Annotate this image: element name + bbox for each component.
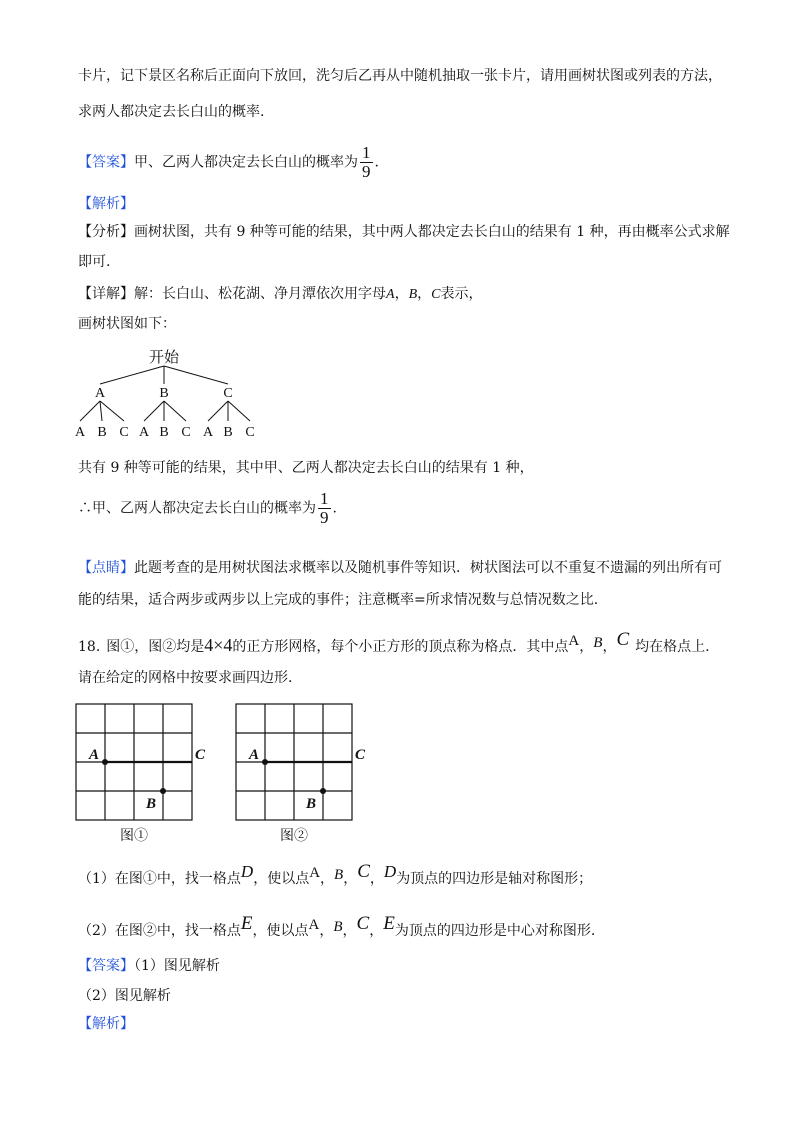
xiangjie-line: 【详解】解：长白山、松花湖、净月潭依次用字母A，B，C表示，	[78, 286, 483, 302]
tree-intro-line: 画树状图如下：	[78, 316, 176, 332]
tree-leaf: B	[97, 425, 107, 440]
dianjing-tag: 【点睛】	[78, 560, 134, 576]
answer-tag: 【答案】	[78, 958, 134, 974]
dianjing-line: 【点睛】此题考查的是用树状图法求概率以及随机事件等知识．树状图法可以不重复不遗漏的列出所有可	[78, 560, 722, 576]
tree-leaf: A	[74, 425, 86, 440]
label-b: B	[146, 796, 157, 812]
answer-tag: 【答案】	[78, 154, 134, 171]
tree-leaf: C	[245, 425, 255, 440]
tree-node-c: C	[223, 386, 233, 401]
paragraph-line: 卡片，记下景区名称后正面向下放回，洗匀后乙再从中随机抽取一张卡片，请用画树状图或列表的方法，	[78, 68, 722, 84]
analysis-tag-line	[78, 194, 134, 214]
tree-leaf: C	[181, 425, 191, 440]
analysis-tag: 【解析】	[78, 196, 134, 212]
figure-caption: 图②	[280, 829, 308, 844]
q18-line: 请在给定的网格中按要求画四边形.	[78, 670, 293, 686]
analysis-tag: 【解析】	[78, 1016, 134, 1032]
fenxi-line: 即可.	[78, 254, 111, 270]
answer-line: 【答案】甲、乙两人都决定去长白山的概率为 $\frac{1}{9}$ .	[78, 143, 379, 181]
tree-node-b: B	[159, 386, 169, 401]
fraction: $\frac{1}{9}$	[362, 143, 371, 181]
tree-leaf: C	[119, 425, 129, 440]
fraction: $\frac{1}{9}$	[320, 489, 329, 527]
tree-leaf: B	[223, 425, 233, 440]
tree-node-a: A	[94, 386, 106, 401]
tree-leaf: B	[159, 425, 169, 440]
grid-figure-2	[222, 696, 382, 846]
label-a: A	[249, 747, 260, 763]
paragraph-line: 求两人都决定去长白山的概率.	[78, 104, 265, 120]
tree-leaf: A	[202, 425, 214, 440]
fenxi-line: 【分析】画树状图，共有 9 种等可能的结果，其中两人都决定去长白山的结果有 1 种，再由概率公式求解	[78, 224, 730, 240]
grid-figure-1	[62, 696, 222, 846]
answer-line: 【答案】（1）图见解析	[78, 958, 220, 974]
label-a: A	[89, 747, 100, 763]
answer-line: （2）图见解析	[78, 988, 171, 1004]
label-c: C	[355, 747, 366, 763]
figure-caption: 图①	[120, 829, 148, 844]
tree-root: 开始	[148, 350, 180, 366]
conclusion-line: ∴甲、乙两人都决定去长白山的概率为 $\frac{1}{9}$ .	[78, 489, 337, 527]
label-b: B	[306, 796, 317, 812]
sub-question-1: （1）在图①中，找一格点D，使以点A，B，C，D为顶点的四边形是轴对称图形；	[78, 861, 593, 887]
dianjing-line: 能的结果，适合两步或两步以上完成的事件；注意概率=所求情况数与总情况数之比.	[78, 592, 599, 608]
tree-diagram	[66, 344, 266, 444]
sub-question-2: （2）在图②中，找一格点E，使以点A，B，C，E为顶点的四边形是中心对称图形.	[78, 913, 596, 939]
result-line: 共有 9 种等可能的结果，其中甲、乙两人都决定去长白山的结果有 1 种，	[78, 460, 534, 476]
tree-leaf: A	[138, 425, 150, 440]
q18-line: 18. 图①，图②均是4×4的正方形网格，每个小正方形的顶点称为格点．其中点A，B，C 均在格点上.	[78, 629, 710, 655]
label-c: C	[195, 747, 206, 763]
analysis-tag-line	[78, 1014, 134, 1034]
